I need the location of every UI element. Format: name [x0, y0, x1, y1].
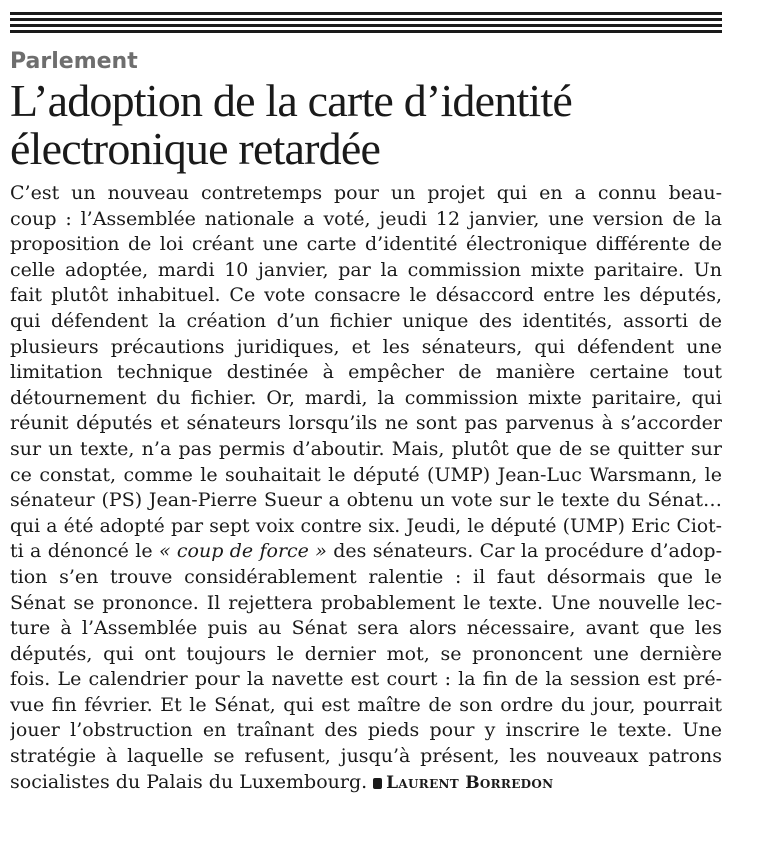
body-line [10, 539, 722, 565]
rule-line [10, 30, 722, 33]
body-line: plusieurs précautions juridiques, et les sénateurs, qui défendent une [10, 335, 722, 358]
headline [10, 77, 722, 173]
body-line-last [10, 770, 722, 796]
body-line: sur un texte, n’a pas permis d’aboutir. Mais, plutôt que de se quitter sur [10, 437, 722, 460]
body-text: socialistes du Palais du Luxembourg. [10, 770, 368, 793]
body-line: Sénat se prononce. Il rejettera probablement le texte. Une nouvelle lec- [10, 591, 722, 614]
end-mark-icon [373, 778, 382, 789]
rule-line [10, 18, 722, 21]
body-line: jouer l’obstruction en traînant des pieds pour y inscrire le texte. Une [10, 719, 722, 742]
body-text: des sénateurs. Car la procédure d’adop- [326, 540, 722, 563]
body-line: ce constat, comme le souhaitait le député (UMP) Jean-Luc Warsmann, le [10, 463, 722, 486]
article [10, 12, 722, 795]
section-kicker: Parlement [10, 49, 138, 74]
body-line: réunit députés et sénateurs lorsqu’ils ne sont pas parvenus à s’accorder [10, 412, 722, 435]
quote-emphasis: « coup de force » [158, 540, 327, 563]
headline-line: L’adoption de la carte d’identité [10, 75, 573, 126]
author-signature: Laurent Borredon [386, 772, 554, 793]
body-line: fois. Le calendrier pour la navette est court : la fin de la session est pré- [10, 668, 722, 691]
rule-line [10, 24, 722, 27]
body-line: sénateur (PS) Jean-Pierre Sueur a obtenu un vote sur le texte du Sénat… [10, 489, 722, 512]
body-line: celle adoptée, mardi 10 janvier, par la commission mixte paritaire. Un [10, 258, 722, 281]
body-line: limitation technique destinée à empêcher de manière certaine tout [10, 361, 722, 384]
body-line: ture à l’Assemblée puis au Sénat sera alors nécessaire, avant que les [10, 617, 722, 640]
article-body [10, 181, 722, 795]
body-line: détournement du fichier. Or, mardi, la commission mixte paritaire, qui [10, 386, 722, 409]
headline-line: électronique retardée [10, 123, 381, 174]
body-line: coup : l’Assemblée nationale a voté, jeudi 12 janvier, une version de la [10, 207, 722, 230]
body-line: fait plutôt inhabituel. Ce vote consacre le désaccord entre les députés, [10, 284, 722, 307]
body-line: vue fin février. Et le Sénat, qui est maître de son ordre du jour, pourrait [10, 693, 722, 716]
body-line: proposition de loi créant une carte d’identité électronique différente de [10, 233, 722, 256]
body-text: ti a dénoncé le [10, 540, 159, 563]
body-line: stratégie à laquelle se refusent, jusqu’à présent, les nouveaux patrons [10, 745, 722, 768]
body-line: C’est un nouveau contretemps pour un projet qui en a connu beau- [10, 182, 722, 204]
body-line: qui défendent la création d’un fichier unique des identités, assorti de [10, 309, 722, 332]
header-rules [10, 12, 722, 33]
body-line: qui a été adopté par sept voix contre six. Jeudi, le député (UMP) Eric Ciot- [10, 515, 722, 537]
rule-line [10, 12, 722, 15]
body-line: députés, qui ont toujours le dernier mot, se prononcent une dernière [10, 642, 722, 665]
body-line: tion s’en trouve considérablement ralentie : il faut désormais que le [10, 565, 722, 588]
